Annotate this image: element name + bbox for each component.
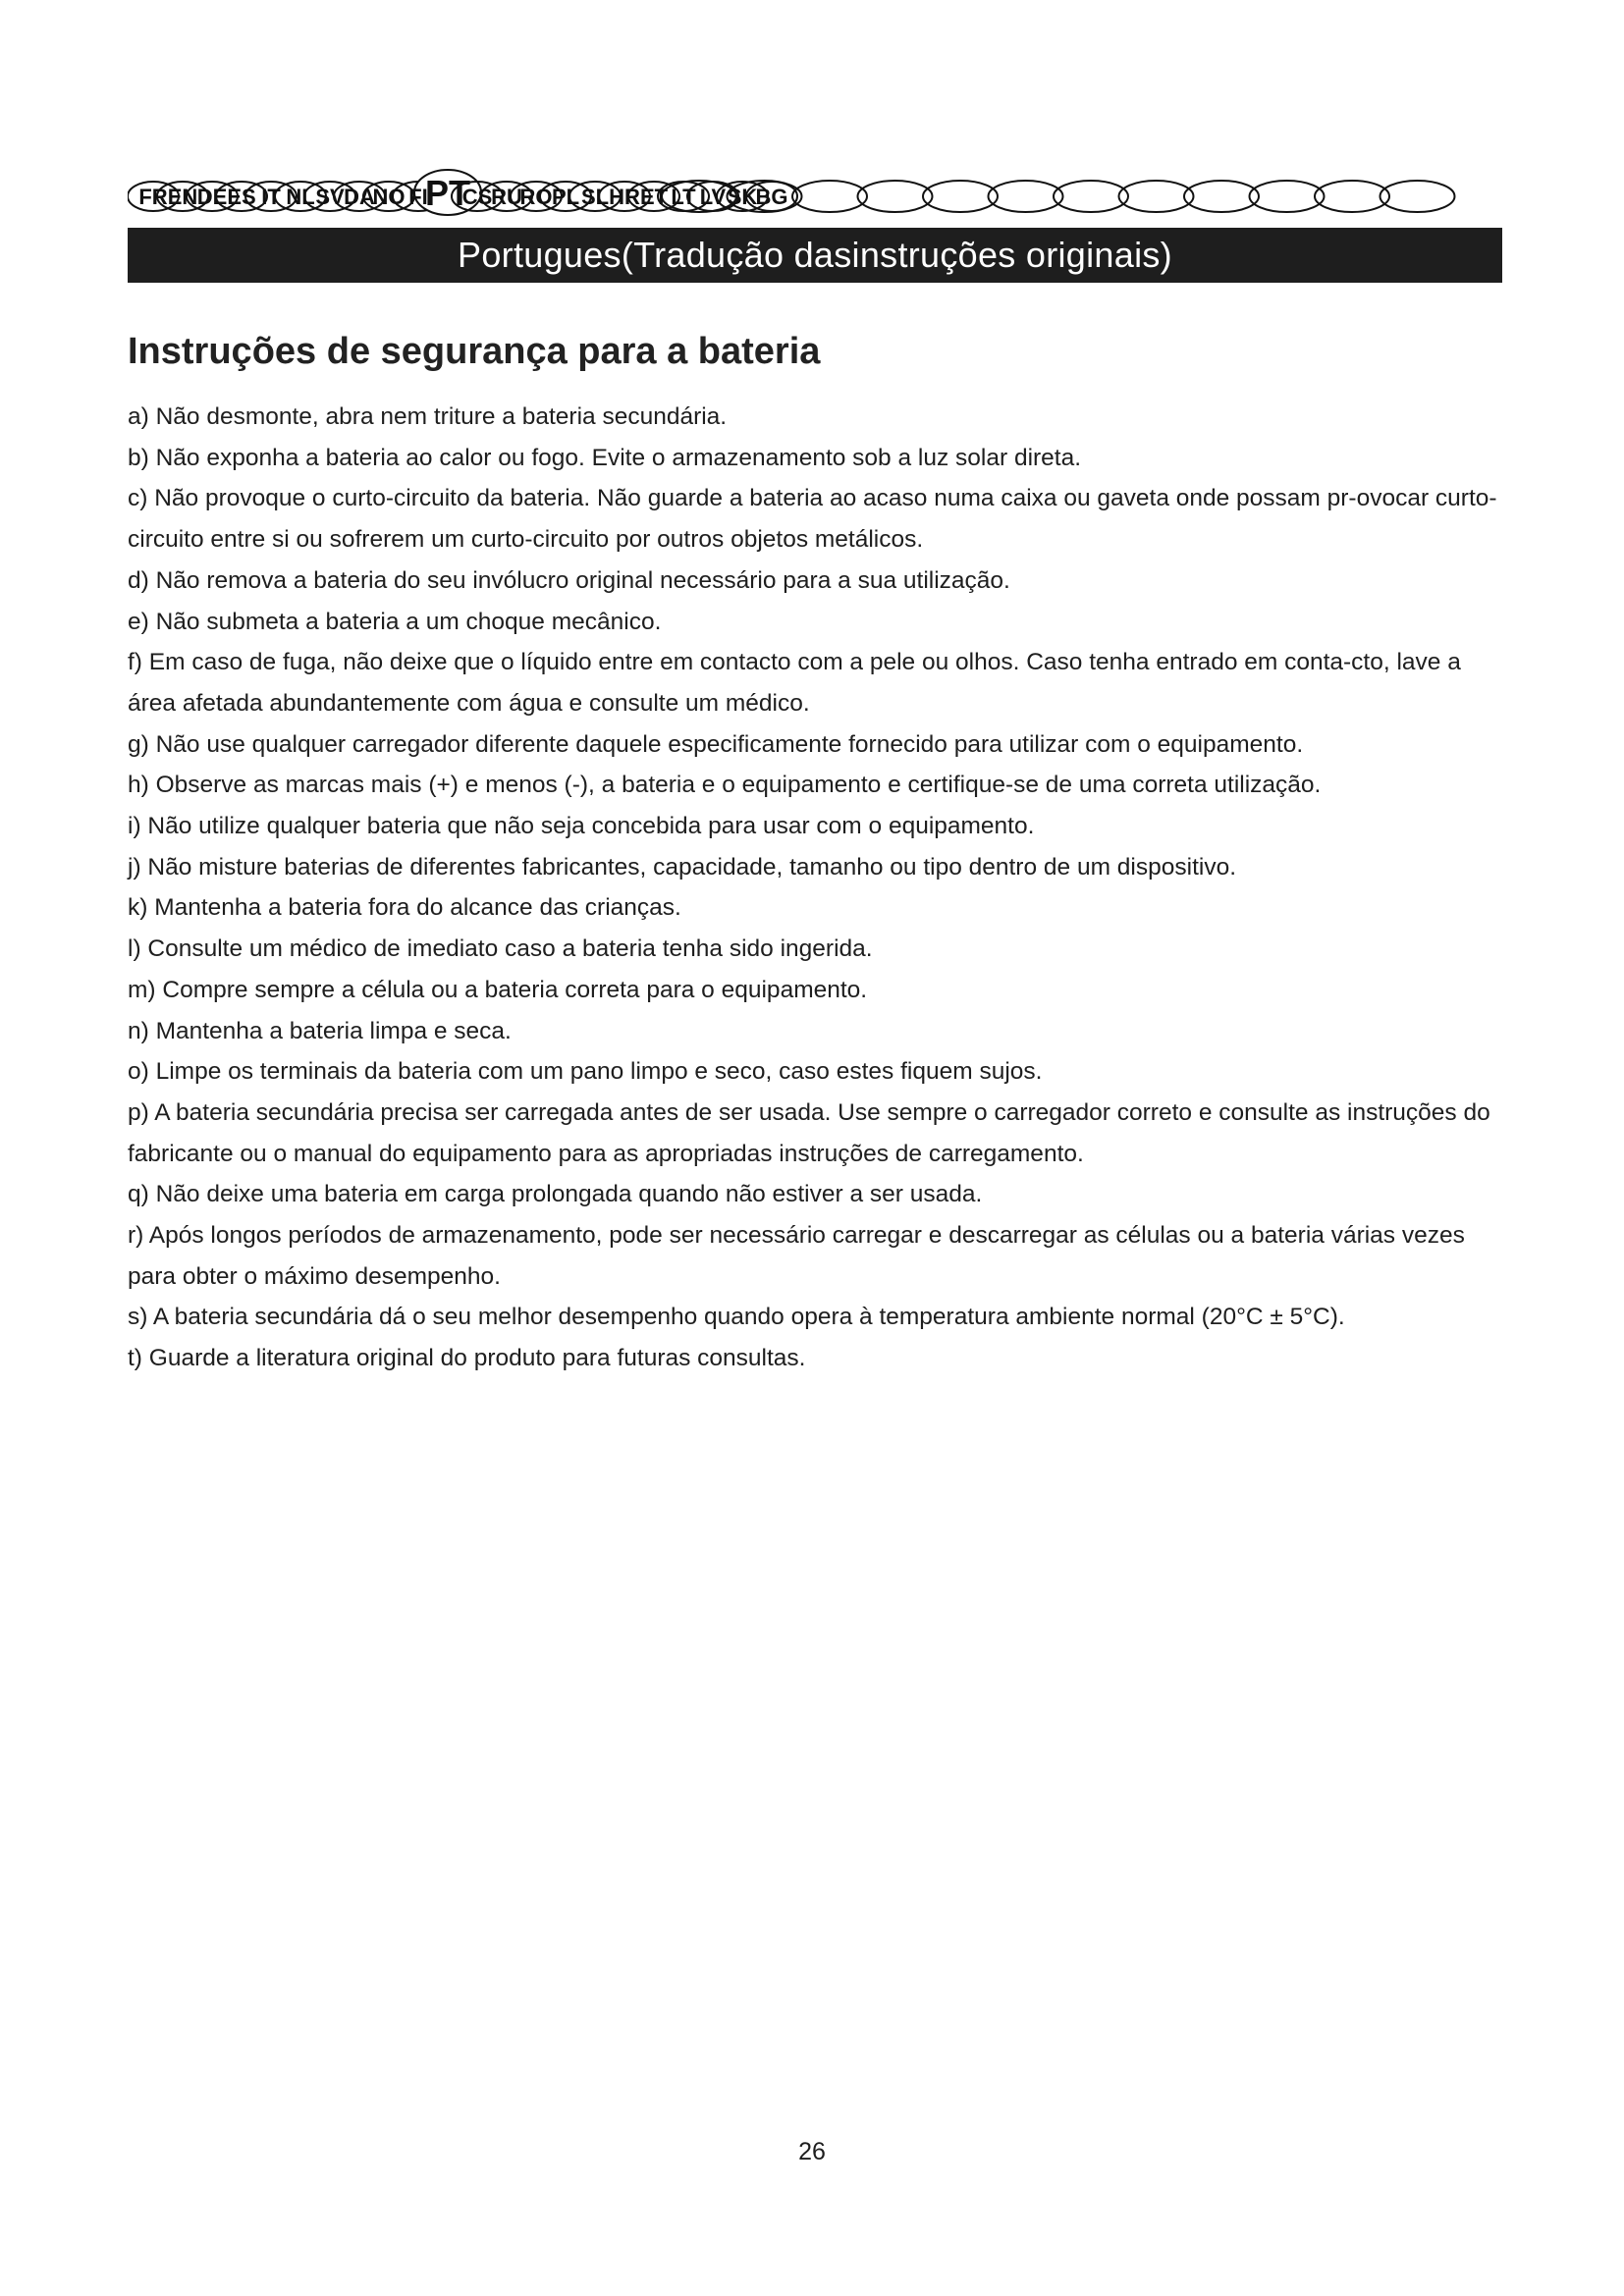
page-number: 26 — [798, 2138, 826, 2165]
language-code: ET — [639, 185, 669, 209]
language-code: DE — [196, 185, 228, 209]
language-code: DA — [344, 185, 375, 209]
instruction-item: p) A bateria secundária precisa ser carregada antes de ser usada. Use sempre o carregador correto e consulte as instruções do fabricante ou o manual do equipamento para as apropriadas instruções de carregamento. — [128, 1098, 1490, 1167]
language-tabs-graphic — [128, 169, 1502, 220]
language-code: PL — [551, 185, 580, 209]
instruction-item: m) Compre sempre a célula ou a bateria correta para o equipamento. — [128, 976, 868, 1003]
empty-language-tab — [989, 181, 1063, 212]
language-code: RU — [491, 185, 522, 209]
empty-language-tab — [1315, 181, 1389, 212]
language-code: CS — [461, 185, 493, 209]
language-code: BG — [755, 185, 788, 209]
language-code: NL — [286, 185, 315, 209]
instruction-item: c) Não provoque o curto-circuito da bateria. Não guarde a bateria ao acaso numa caixa ou gaveta onde possam pr-ovocar curto-circuito entre si ou sofrerem um curto-circuito por outros objetos metálicos. — [128, 485, 1497, 554]
empty-language-tab — [923, 181, 998, 212]
instruction-item: s) A bateria secundária dá o seu melhor desempenho quando opera à temperatura ambiente normal (20°C ± 5°C). — [128, 1304, 1345, 1331]
empty-language-tab — [1250, 181, 1325, 212]
language-tab-strip — [128, 169, 1502, 220]
empty-language-tab — [1119, 181, 1194, 212]
instruction-item: r) Após longos períodos de armazenamento, pode ser necessário carregar e descarregar as células ou a bateria várias vezes para obter o máximo desempenho. — [128, 1222, 1465, 1290]
language-code: HR — [609, 185, 640, 209]
instruction-item: g) Não use qualquer carregador diferente daquele especificamente fornecido para utilizar com o equipamento. — [128, 730, 1304, 758]
language-code: RO — [519, 185, 553, 209]
instruction-item: a) Não desmonte, abra nem triture a bateria secundária. — [128, 403, 728, 430]
section-title: Instruções de segurança para a bateria — [128, 331, 821, 372]
language-code: SK — [727, 185, 758, 209]
empty-language-tab — [1184, 181, 1259, 212]
instruction-item: e) Não submeta a bateria a um choque mecânico. — [128, 608, 662, 635]
instruction-item: b) Não exponha a bateria ao calor ou fogo. Evite o armazenamento sob a luz solar direta. — [128, 444, 1082, 471]
instruction-item: j) Não misture baterias de diferentes fabricantes, capacidade, tamanho ou tipo dentro de um dispositivo. — [128, 853, 1236, 881]
banner-title: Portugues(Tradução dasinstruções originais) — [458, 235, 1172, 275]
empty-language-tab — [1380, 181, 1455, 212]
instruction-item: h) Observe as marcas mais (+) e menos (-), a bateria e o equipamento e certifique-se de uma correta utilização. — [128, 772, 1322, 799]
language-banner — [128, 228, 1502, 283]
language-code: NO — [372, 185, 406, 209]
language-code: ES — [227, 185, 256, 209]
language-code: FI — [408, 185, 428, 209]
instruction-item: o) Limpe os terminais da bateria com um pano limpo e seco, caso estes fiquem sujos. — [128, 1058, 1043, 1086]
instruction-item: f) Em caso de fuga, não deixe que o líquido entre em contacto com a pele ou olhos. Caso tenha entrado em conta-cto, lave a área afetada abundantemente com água e consulte um médico. — [128, 649, 1461, 717]
instruction-item: l) Consulte um médico de imediato caso a bateria tenha sido ingerida. — [128, 935, 873, 963]
empty-language-tab — [858, 181, 933, 212]
language-code: SL — [580, 185, 610, 209]
instruction-item: t) Guarde a literatura original do produto para futuras consultas. — [128, 1345, 806, 1372]
empty-language-tab — [1054, 181, 1128, 212]
instruction-item: n) Mantenha a bateria limpa e seca. — [128, 1017, 512, 1044]
empty-language-tab — [792, 181, 867, 212]
safety-instructions-list — [128, 397, 1512, 1379]
language-code: EN — [167, 185, 198, 209]
page-content — [128, 324, 1512, 1379]
language-code: FR — [138, 185, 168, 209]
instruction-item: k) Mantenha a bateria fora do alcance das crianças. — [128, 894, 681, 922]
language-code: SV — [315, 185, 345, 209]
instruction-item: q) Não deixe uma bateria em carga prolongada quando não estiver a ser usada. — [128, 1181, 983, 1208]
active-language-code: PT — [424, 173, 471, 213]
instruction-item: d) Não remova a bateria do seu invólucro original necessário para a sua utilização. — [128, 566, 1010, 594]
language-code: IT — [261, 185, 281, 209]
instruction-item: i) Não utilize qualquer bateria que não seja concebida para usar com o equipamento. — [128, 813, 1035, 840]
language-code: LV — [699, 185, 727, 209]
language-code: LT — [671, 185, 696, 209]
